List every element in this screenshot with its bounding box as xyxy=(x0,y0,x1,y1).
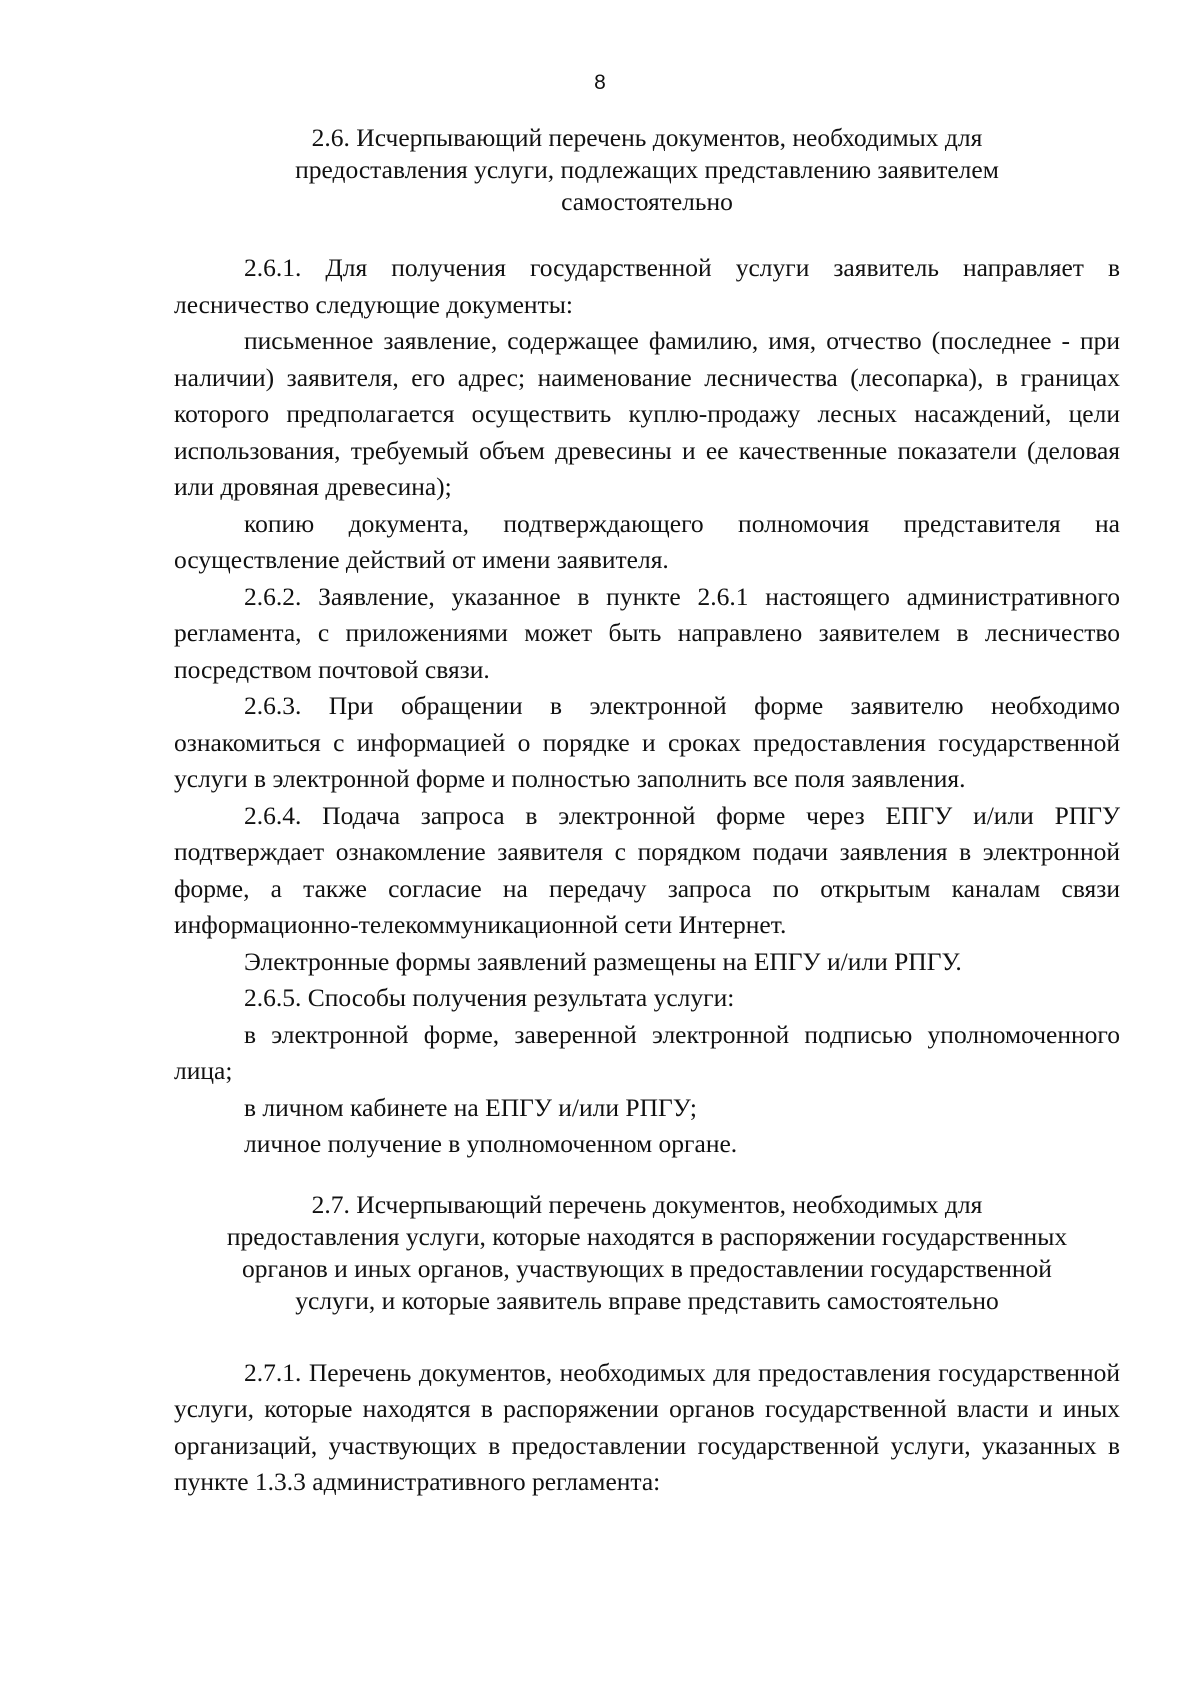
paragraph-2-6-2: 2.6.2. Заявление, указанное в пункте 2.6.1 настоящего административного регламента, с приложениями может быть направлено заявителем в лесничество посредством почтовой связи. xyxy=(174,581,1120,684)
heading-line: 2.7. Исчерпывающий перечень документов, необходимых для xyxy=(311,1189,983,1219)
paragraph-result-cabinet: в личном кабинете на ЕПГУ и/или РПГУ; xyxy=(244,1092,697,1122)
heading-line: органов и иных органов, участвующих в предоставлении государственной xyxy=(242,1253,1052,1283)
paragraph-electronic-forms: Электронные формы заявлений размещены на ЕПГУ и/или РПГУ. xyxy=(244,946,962,976)
heading-line: предоставления услуги, которые находятся в распоряжении государственных xyxy=(226,1221,1068,1251)
section-2-7-heading xyxy=(174,1189,1120,1317)
document-body xyxy=(174,122,1120,1501)
heading-line: самостоятельно xyxy=(561,187,733,216)
paragraph-result-personal: личное получение в уполномоченном органе. xyxy=(244,1129,738,1158)
page-number: 8 xyxy=(594,71,606,94)
heading-line: предоставления услуги, подлежащих представлению заявителем xyxy=(295,155,999,184)
paragraph-2-6-5: 2.6.5. Способы получения результата услуги: xyxy=(244,983,735,1012)
paragraph-2-6-3: 2.6.3. При обращении в электронной форме заявителю необходимо ознакомиться с информацией о порядке и сроках предоставления государственной услуги в электронной форме и полностью заполнить все поля заявления. xyxy=(174,691,1120,793)
paragraph-2-7-1: 2.7.1. Перечень документов, необходимых для предоставления государственной услуги, которые находятся в распоряжении органов государственной власти и иных организаций, участвующих в предоставлении государственной услуги, указанных в пункте 1.3.3 административного регламента: xyxy=(174,1357,1120,1496)
paragraph-2-6-1: 2.6.1. Для получения государственной услуги заявитель направляет в лесничество следующие документы: xyxy=(174,253,1120,319)
paragraph-result-electronic: в электронной форме, заверенной электронной подписью уполномоченного лица; xyxy=(174,1019,1120,1085)
heading-line: услуги, и которые заявитель вправе представить самостоятельно xyxy=(295,1285,999,1315)
heading-line: 2.6. Исчерпывающий перечень документов, необходимых для xyxy=(311,123,983,152)
paragraph-power-of-attorney: копию документа, подтверждающего полномочия представителя на осуществление действий от имени заявителя. xyxy=(174,508,1120,574)
paragraph-application-content: письменное заявление, содержащее фамилию, имя, отчество (последнее - при наличии) заявителя, его адрес; наименование лесничества (лесопарка), в границах которого предполагается осуществить куплю-продажу лесных насаждений, цели использования, требуемый объем древесины и ее качественные показатели (деловая или дровяная древесина); xyxy=(174,326,1120,501)
paragraph-2-6-4: 2.6.4. Подача запроса в электронной форме через ЕПГУ и/или РПГУ подтверждает ознакомление заявителя с порядком подачи заявления в электронной форме, а также согласие на передачу запроса по открытым каналам связи информационно-телекоммуникационной сети Интернет. xyxy=(174,800,1120,939)
section-2-6-heading xyxy=(174,122,1120,218)
